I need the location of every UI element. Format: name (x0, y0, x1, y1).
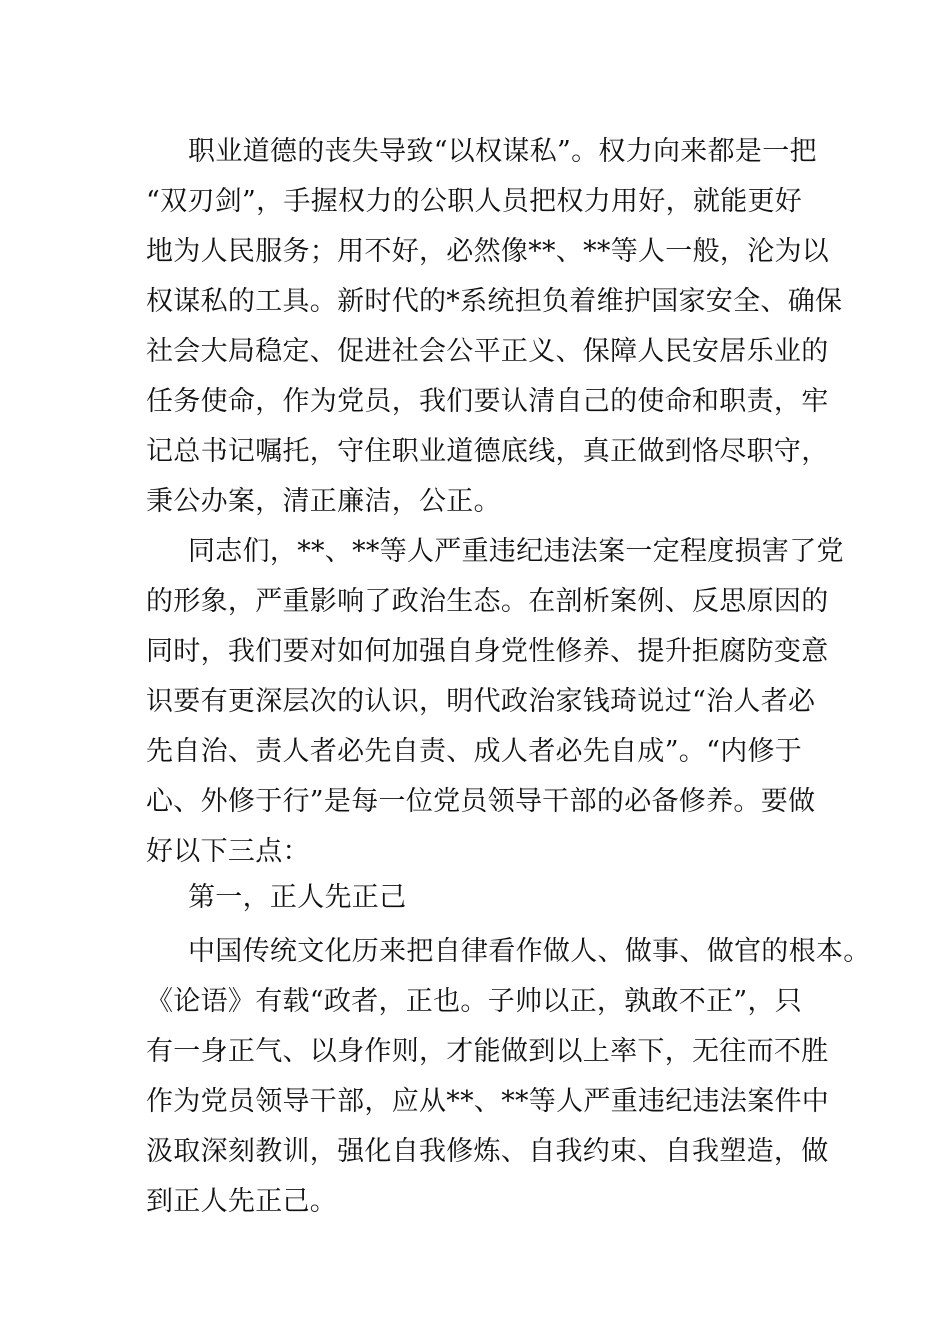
paragraph-2-line-2: 的形象，严重影响了政治生态。在剖析案例、反思原因的 (146, 586, 829, 617)
paragraph-3-line-2: 《论语》有载“政者，正也。子帅以正，孰敢不正”，只 (146, 986, 803, 1017)
paragraph-2-line-6: 心、外修于行”是每一位党员领导干部的必备修养。要做 (146, 786, 816, 817)
paragraph-1-line-4: 权谋私的工具。新时代的*系统担负着维护国家安全、确保 (146, 286, 843, 317)
paragraph-1-line-2: “双刃剑”，手握权力的公职人员把权力用好，就能更好 (146, 186, 803, 217)
section-heading: 第一，正人先正己 (188, 882, 407, 913)
paragraph-1-line-1: 职业道德的丧失导致“以权谋私”。权力向来都是一把 (188, 136, 817, 167)
paragraph-2-line-3: 同时，我们要对如何加强自身党性修养、提升拒腐防变意 (146, 636, 829, 667)
paragraph-3-line-1: 中国传统文化历来把自律看作做人、做事、做官的根本。 (188, 936, 871, 967)
paragraph-2-line-5: 先自治、责人者必先自责、成人者必先自成”。“内修于 (146, 736, 803, 767)
paragraph-3-line-4: 作为党员领导干部，应从**、**等人严重违纪违法案件中 (146, 1086, 830, 1117)
paragraph-2-line-1: 同志们，**、**等人严重违纪违法案一定程度损害了党 (188, 536, 844, 567)
paragraph-2-line-4: 识要有更深层次的认识，明代政治家钱琦说过“治人者必 (146, 686, 816, 717)
paragraph-1-line-8: 秉公办案，清正廉洁，公正。 (146, 486, 501, 517)
paragraph-3-line-6: 到正人先正己。 (146, 1186, 338, 1217)
paragraph-1-line-7: 记总书记嘱托，守住职业道德底线，真正做到恪尽职守， (146, 436, 829, 467)
paragraph-3-line-3: 有一身正气、以身作则，才能做到以上率下，无往而不胜 (146, 1036, 829, 1067)
paragraph-1-line-6: 任务使命，作为党员，我们要认清自己的使命和职责，牢 (146, 386, 829, 417)
paragraph-2-line-7: 好以下三点： (146, 836, 310, 867)
paragraph-1-line-3: 地为人民服务；用不好，必然像**、**等人一般，沦为以 (146, 236, 830, 267)
paragraph-1-line-5: 社会大局稳定、促进社会公平正义、保障人民安居乐业的 (146, 336, 829, 367)
paragraph-3-line-5: 汲取深刻教训，强化自我修炼、自我约束、自我塑造，做 (146, 1136, 829, 1167)
